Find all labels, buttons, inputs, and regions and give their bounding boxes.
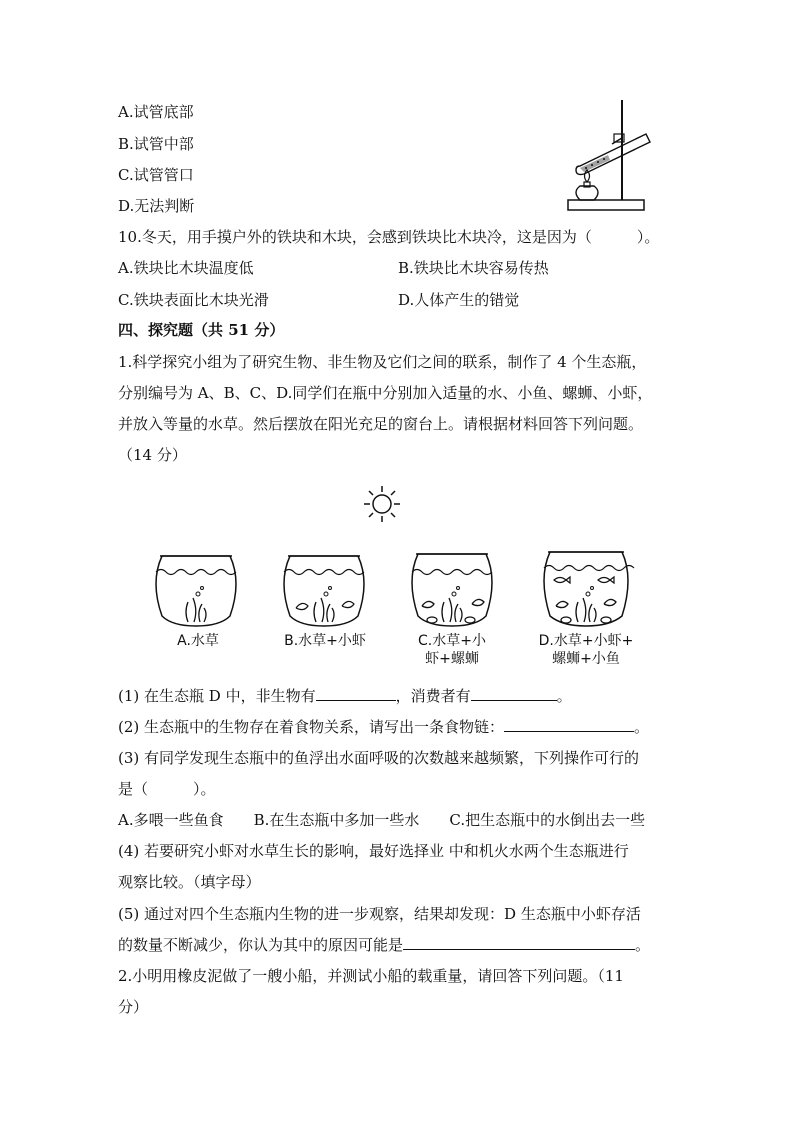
- eco-jar-a: [150, 552, 242, 628]
- q5-blank-reason[interactable]: [403, 935, 635, 950]
- q5-line-2: [118, 935, 650, 955]
- q10-option-a: A.铁块比木块温度低: [118, 259, 254, 277]
- q9-option-c: C.试管管口: [118, 166, 194, 184]
- q5-text-a: 的数量不断减少，你认为其中的原因可能是: [118, 936, 404, 954]
- p1-intro-3: 并放入等量的水草。然后摆放在阳光充足的窗台上。请根据材料回答下列问题。: [118, 415, 644, 433]
- q5-line-1: (5) 通过对四个生态瓶内生物的进一步观察，结果却发现：D 生态瓶中小虾存活: [118, 905, 641, 923]
- q1-text-c: 。: [556, 687, 572, 705]
- eco-jar-c: [406, 550, 498, 628]
- q3-options: A.多喂一些鱼食 B.在生态瓶中多加一些水 C.把生态瓶中的水倒出去一些: [118, 811, 646, 829]
- p2-line-2: 分）: [118, 998, 149, 1016]
- q1-blank-consumers[interactable]: [471, 686, 557, 701]
- p1-intro-2: 分别编号为 A、B、C、D.同学们在瓶中分别加入适量的水、小鱼、螺蛳、小虾，: [118, 384, 653, 402]
- jar-c-caption-1: C.水草+小: [418, 633, 486, 649]
- q3-line-2: 是（ ）。: [118, 780, 216, 798]
- section-title: 四、探究题（共 51 分）: [118, 321, 285, 339]
- waterweed-icon: [186, 598, 206, 622]
- p2-line-1: 2.小明用橡皮泥做了一艘小船，并测试小船的载重量，请回答下列问题。（11: [118, 967, 624, 985]
- q2-text-b: 。: [634, 718, 650, 736]
- q5-text-b: 。: [635, 936, 651, 954]
- q10-option-d: D.人体产生的错觉: [398, 291, 520, 309]
- q1-text-a: (1) 在生态瓶 D 中，非生物有: [118, 687, 316, 705]
- q10-option-b: B.铁块比木块容易传热: [398, 259, 549, 277]
- jar-b-caption: B.水草+小虾: [284, 633, 366, 649]
- q1-text-b: ，消费者有: [395, 687, 471, 705]
- q2-blank-food-chain[interactable]: [504, 717, 634, 732]
- q2-line: [118, 717, 649, 737]
- q9-option-b: B.试管中部: [118, 135, 194, 153]
- q1-line: [118, 686, 572, 706]
- q10-stem: 10.冬天，用手摸户外的铁块和木块，会感到铁块比木块冷，这是因为（ ）。: [118, 228, 660, 246]
- q9-option-d: D.无法判断: [118, 197, 195, 215]
- eco-jar-d: [538, 548, 634, 628]
- q2-text-a: (2) 生态瓶中的生物存在着食物关系，请写出一条食物链：: [118, 718, 505, 736]
- jar-d-caption-2: 螺蛳+小鱼: [552, 651, 620, 667]
- q9-option-a: A.试管底部: [118, 103, 194, 121]
- p1-intro-4: （14 分）: [118, 446, 187, 464]
- sun-icon: [362, 484, 402, 524]
- q3-line-1: (3) 有同学发现生态瓶中的鱼浮出水面呼吸的次数越来越频繁，下列操作可行的: [118, 749, 640, 767]
- p1-intro-1: 1.科学探究小组为了研究生物、非生物及它们之间的联系，制作了 4 个生态瓶，: [118, 353, 647, 371]
- q4-line-1: (4) 若要研究小虾对水草生长的影响，最好选择业 中和机火水两个生态瓶进行: [118, 842, 629, 860]
- q4-line-2: 观察比较。（填字母）: [118, 873, 261, 891]
- fish-icon: [554, 577, 614, 583]
- q1-blank-nonliving[interactable]: [316, 686, 396, 701]
- eco-jar-b: [278, 552, 370, 628]
- q10-option-c: C.铁块表面比木块光滑: [118, 291, 269, 309]
- jar-a-caption: A.水草: [177, 633, 219, 649]
- jar-d-caption-1: D.水草+小虾+: [538, 633, 634, 649]
- shrimp-icon: [296, 601, 354, 609]
- jar-c-caption-2: 虾+螺蛳: [425, 651, 479, 667]
- test-tube-heating-illustration: [560, 96, 660, 216]
